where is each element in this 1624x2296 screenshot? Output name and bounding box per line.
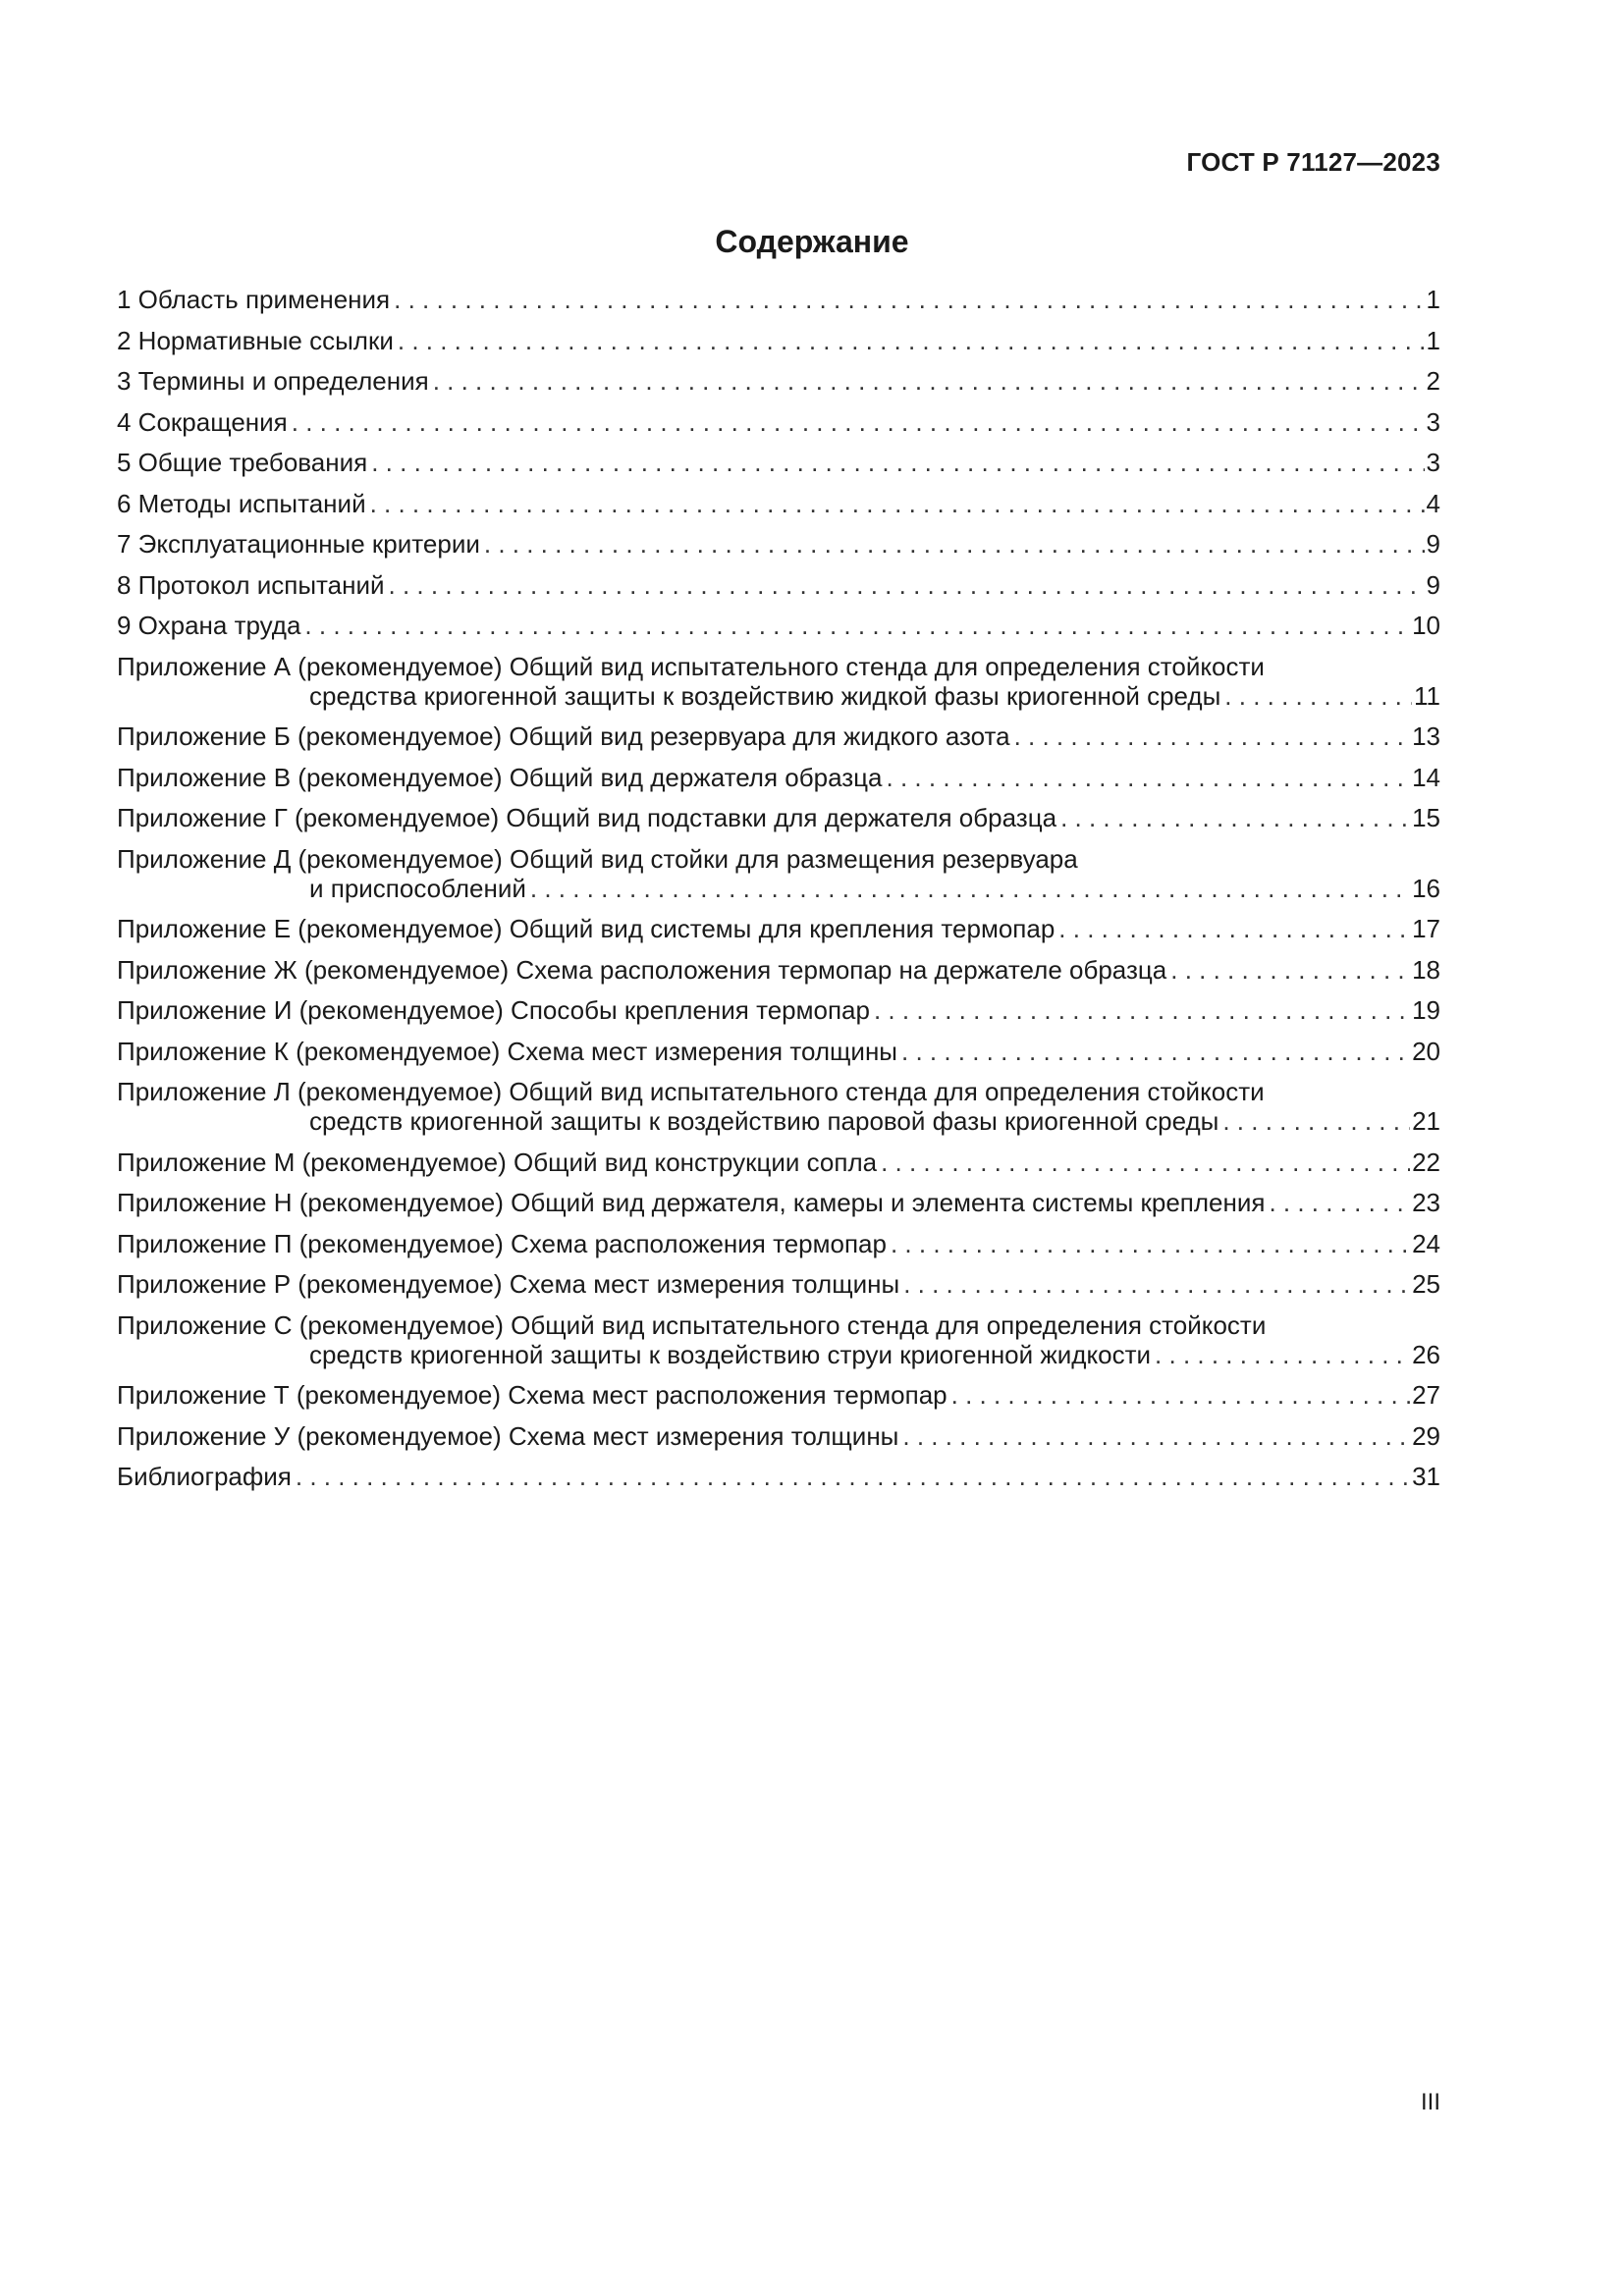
toc-entry-page: 1	[1426, 285, 1440, 314]
toc-entry[interactable]	[117, 1148, 1440, 1177]
toc-entry-title-line: Приложение Б (рекомендуемое) Общий вид резервуара для жидкого азота	[117, 721, 1010, 751]
toc-entry-title-line: 8 Протокол испытаний	[117, 569, 385, 600]
dot-leader	[1014, 721, 1410, 751]
toc-entry-page: 15	[1412, 803, 1440, 832]
toc-entry-title-line: Приложение Т (рекомендуемое) Схема мест расположения термопар	[117, 1380, 947, 1410]
toc-entry-title-line: 7 Эксплуатационные критерии	[117, 529, 480, 559]
toc-entry-title-line: 6 Методы испытаний	[117, 488, 366, 518]
toc-entry-page: 3	[1426, 448, 1440, 477]
toc-entry-page: 2	[1426, 366, 1440, 396]
toc-entry-title-line: Приложение И (рекомендуемое) Способы крепления термопар	[117, 995, 870, 1025]
toc-entry-page: 20	[1412, 1036, 1440, 1066]
toc-entry-page: 27	[1412, 1380, 1440, 1410]
dot-leader	[1222, 1106, 1410, 1136]
toc-entry[interactable]	[117, 955, 1440, 985]
toc-entry-page: 23	[1412, 1188, 1440, 1217]
toc-entry-title-line: Приложение У (рекомендуемое) Схема мест измерения толщины	[117, 1420, 899, 1451]
toc-entry-page: 31	[1412, 1462, 1440, 1491]
dot-leader	[902, 1421, 1410, 1451]
dot-leader	[292, 407, 1425, 437]
dot-leader	[370, 489, 1425, 518]
toc-entry-title-line: и приспособлений	[309, 873, 526, 903]
toc-entry-page: 4	[1426, 488, 1440, 518]
toc-entry-title-line: Приложение В (рекомендуемое) Общий вид держателя образца	[117, 762, 883, 792]
toc-entry[interactable]	[117, 1037, 1440, 1066]
toc-entry[interactable]	[117, 407, 1440, 437]
dot-leader	[433, 366, 1425, 396]
dot-leader	[371, 448, 1424, 477]
dot-leader	[887, 763, 1411, 792]
toc-entry-page: 17	[1412, 914, 1440, 943]
toc-entry[interactable]	[117, 1421, 1440, 1451]
toc-entry-title-line: средств криогенной защиты к воздействию паровой фазы криогенной среды	[309, 1106, 1219, 1136]
toc-entry-page: 13	[1412, 721, 1440, 751]
toc-entry[interactable]	[117, 721, 1440, 751]
toc-entry-title-line: Приложение А (рекомендуемое) Общий вид испытательного стенда для определения стойкости	[117, 651, 1265, 681]
dot-leader	[1224, 681, 1412, 711]
toc-entry-page: 16	[1412, 873, 1440, 903]
toc-entry[interactable]	[117, 1310, 1440, 1369]
toc-entry-page: 3	[1426, 406, 1440, 437]
toc-entry-title-line: Приложение Ж (рекомендуемое) Схема расположения термопар на держателе образца	[117, 954, 1167, 985]
toc-entry-title-line: Приложение Р (рекомендуемое) Схема мест измерения толщины	[117, 1269, 900, 1299]
toc-entry-title-line: Приложение К (рекомендуемое) Схема мест измерения толщины	[117, 1036, 897, 1066]
toc-entry[interactable]	[117, 448, 1440, 477]
toc-title: Содержание	[715, 224, 909, 259]
toc-entry[interactable]	[117, 1229, 1440, 1258]
dot-leader	[389, 570, 1425, 600]
toc-entry-title-line: 5 Общие требования	[117, 448, 368, 477]
toc-entry[interactable]	[117, 652, 1440, 711]
dot-leader	[530, 874, 1410, 903]
toc-entry-title-line: 2 Нормативные ссылки	[117, 325, 394, 355]
dot-leader	[903, 1269, 1410, 1299]
dot-leader	[901, 1037, 1410, 1066]
dot-leader	[881, 1148, 1410, 1177]
toc-entry[interactable]	[117, 1462, 1440, 1491]
toc-entry[interactable]	[117, 1380, 1440, 1410]
toc-entry[interactable]	[117, 763, 1440, 792]
dot-leader	[1269, 1188, 1410, 1217]
toc-entry[interactable]	[117, 611, 1440, 640]
toc-entry-page: 25	[1412, 1269, 1440, 1299]
dot-leader	[394, 285, 1424, 314]
toc-entry[interactable]	[117, 529, 1440, 559]
toc-entry-title-line: средства криогенной защиты к воздействию жидкой фазы криогенной среды	[309, 680, 1221, 711]
toc-entry-title-line: 4 Сокращения	[117, 406, 288, 437]
toc-entry-page: 24	[1412, 1228, 1440, 1258]
dot-leader	[296, 1462, 1410, 1491]
toc-entry-title-line: Приложение М (рекомендуемое) Общий вид конструкции сопла	[117, 1147, 878, 1177]
dot-leader	[398, 326, 1425, 355]
toc-entry-page: 14	[1412, 762, 1440, 792]
toc-entry-page: 22	[1412, 1147, 1440, 1177]
dot-leader	[891, 1229, 1410, 1258]
page-number: III	[1420, 2089, 1440, 2115]
toc-entry[interactable]	[117, 489, 1440, 518]
toc-entry[interactable]	[117, 914, 1440, 943]
toc-entry[interactable]	[117, 570, 1440, 600]
toc-entry-title-line: 9 Охрана труда	[117, 611, 301, 640]
toc-entry-title-line: средств криогенной защиты к воздействию струи криогенной жидкости	[309, 1339, 1152, 1369]
dot-leader	[304, 611, 1410, 640]
toc-entry-page: 1	[1426, 325, 1440, 355]
toc-entry[interactable]	[117, 1269, 1440, 1299]
table-of-contents	[117, 285, 1440, 1503]
toc-entry[interactable]	[117, 366, 1440, 396]
toc-entry[interactable]	[117, 1188, 1440, 1217]
toc-entry-title-line: Библиография	[117, 1462, 292, 1491]
toc-entry-page: 18	[1412, 954, 1440, 985]
dot-leader	[951, 1380, 1410, 1410]
toc-entry-title-line: 1 Область применения	[117, 285, 391, 314]
dot-leader	[1170, 955, 1410, 985]
dot-leader	[874, 995, 1410, 1025]
toc-entry-title-line: Приложение С (рекомендуемое) Общий вид испытательного стенда для определения стойкости	[117, 1309, 1267, 1340]
toc-entry-title-line: Приложение Д (рекомендуемое) Общий вид стойки для размещения резервуара	[117, 843, 1078, 874]
toc-entry[interactable]	[117, 803, 1440, 832]
toc-entry-page: 10	[1412, 611, 1440, 640]
dot-leader	[484, 529, 1425, 559]
toc-entry-page: 26	[1412, 1339, 1440, 1369]
toc-entry-page: 21	[1412, 1106, 1440, 1136]
toc-entry-page: 19	[1412, 995, 1440, 1025]
toc-entry-title-line: Приложение П (рекомендуемое) Схема расположения термопар	[117, 1228, 887, 1258]
dot-leader	[1058, 914, 1410, 943]
toc-entry[interactable]	[117, 844, 1440, 903]
toc-entry-page: 9	[1426, 569, 1440, 600]
toc-entry[interactable]	[117, 1077, 1440, 1136]
document-code: ГОСТ Р 71127—2023	[1186, 147, 1440, 177]
toc-entry-title-line: 3 Термины и определения	[117, 366, 429, 396]
toc-entry-title-line: Приложение Л (рекомендуемое) Общий вид испытательного стенда для определения стойкости	[117, 1077, 1265, 1106]
toc-entry[interactable]	[117, 995, 1440, 1025]
toc-entry-page: 29	[1412, 1420, 1440, 1451]
toc-entry[interactable]	[117, 326, 1440, 355]
dot-leader	[1060, 803, 1410, 832]
toc-entry[interactable]	[117, 285, 1440, 314]
toc-entry-title-line: Приложение Е (рекомендуемое) Общий вид системы для крепления термопар	[117, 914, 1056, 943]
toc-entry-title-line: Приложение Г (рекомендуемое) Общий вид подставки для держателя образца	[117, 803, 1057, 832]
toc-entry-page: 9	[1426, 529, 1440, 559]
toc-entry-page: 11	[1414, 680, 1440, 711]
toc-entry-title-line: Приложение Н (рекомендуемое) Общий вид держателя, камеры и элемента системы крепления	[117, 1188, 1266, 1217]
dot-leader	[1155, 1340, 1410, 1369]
